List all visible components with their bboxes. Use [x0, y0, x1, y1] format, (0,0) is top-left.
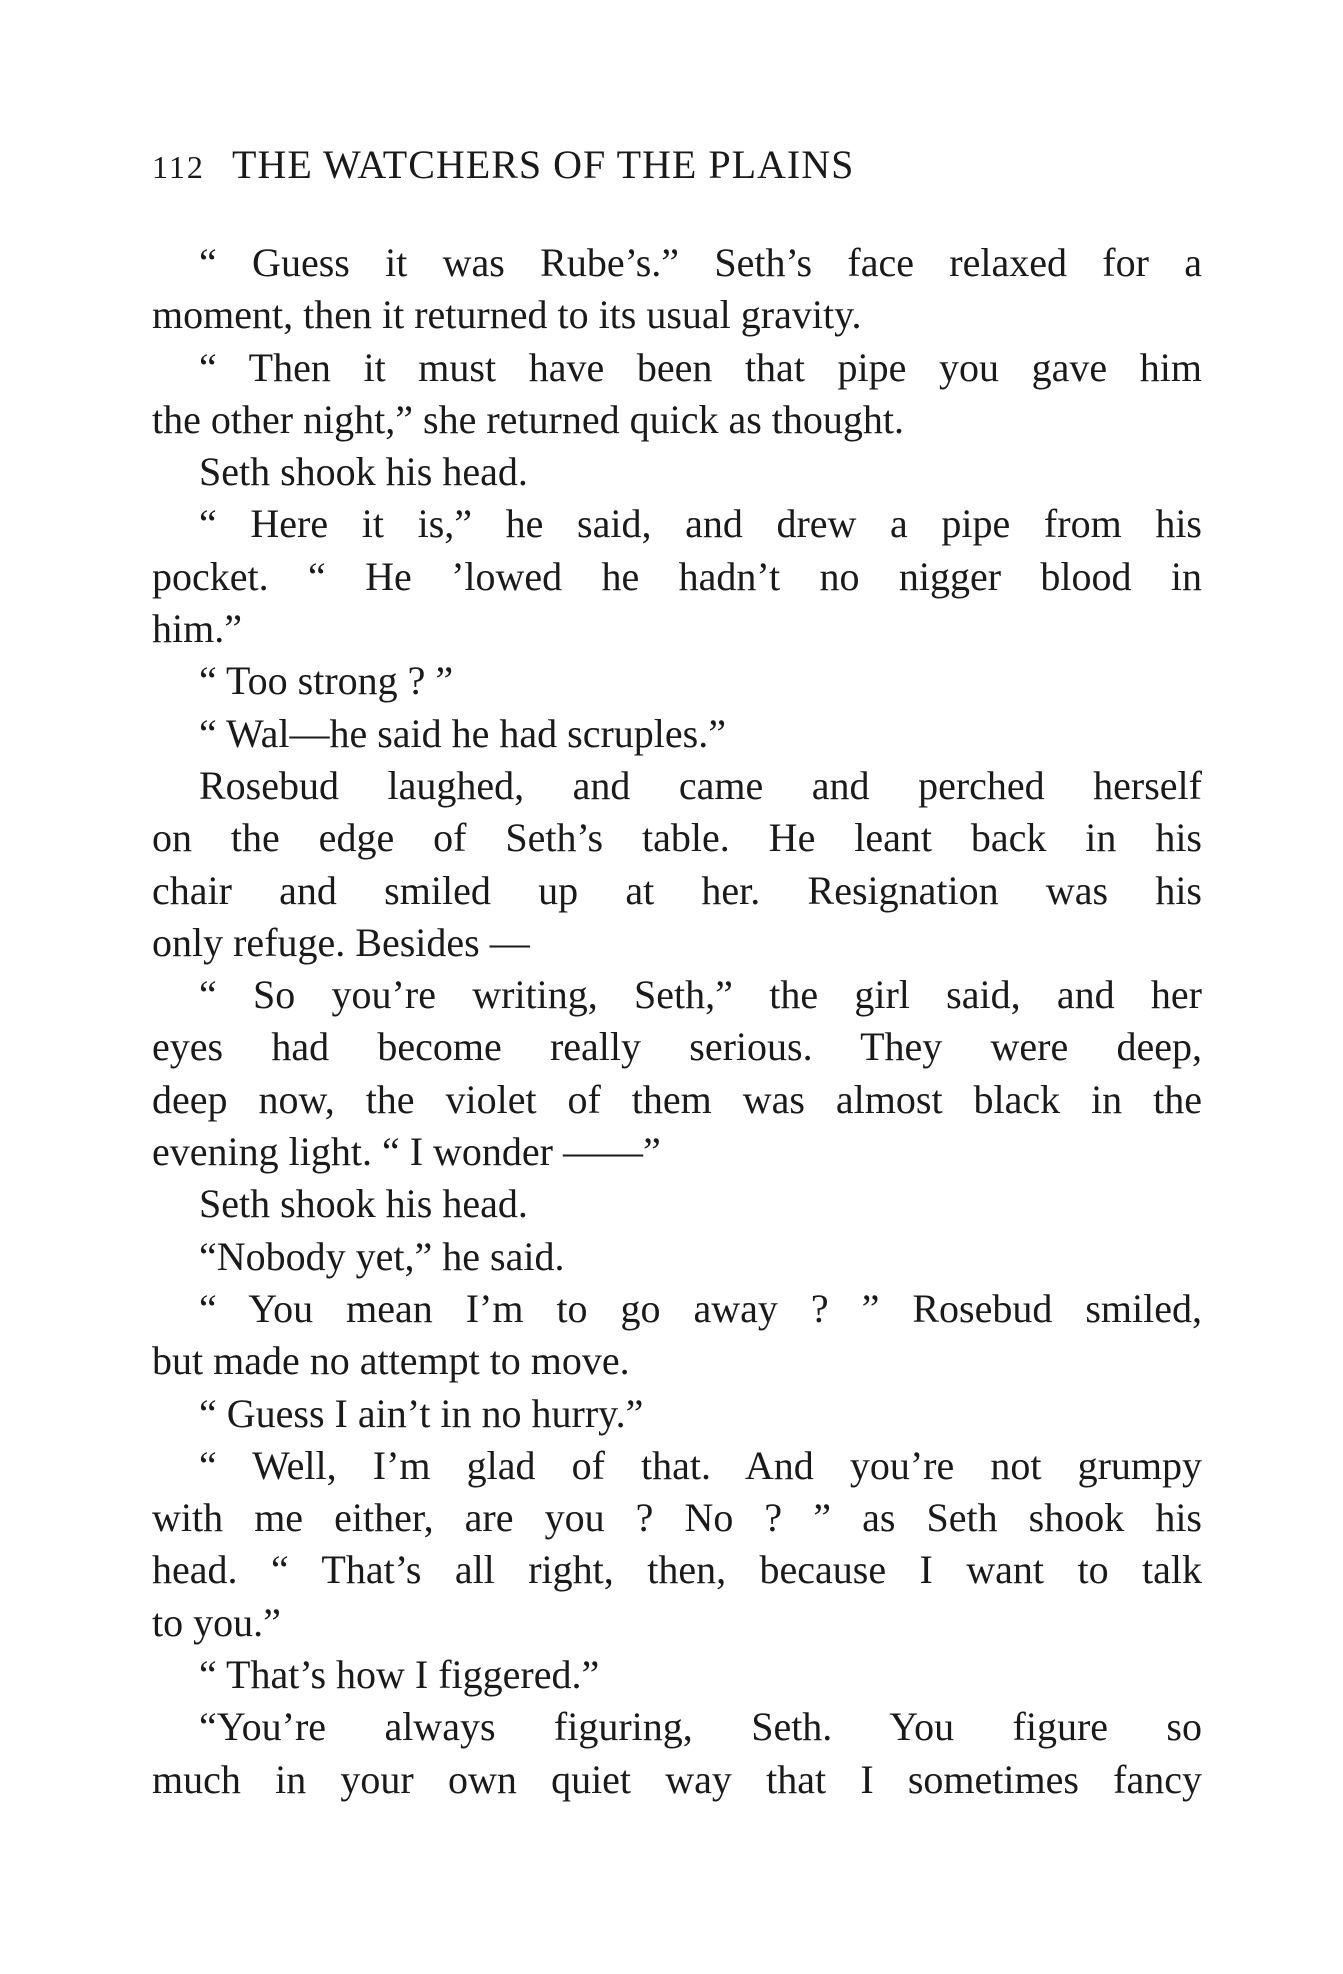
text-line: “Nobody yet,” he said. — [199, 1233, 565, 1279]
text-line: pocket. “ He ’lowed he hadn’t no nigger blood in — [152, 553, 1202, 599]
text-line: Rosebud laughed, and came and perched herself — [199, 762, 1202, 808]
page-header — [152, 140, 1202, 190]
running-title: THE WATCHERS OF THE PLAINS — [232, 142, 855, 187]
text-line: “ So you’re writing, Seth,” the girl said, and her — [199, 972, 1202, 1018]
text-line: him.” — [152, 606, 242, 652]
text-line: on the edge of Seth’s table. He leant back in his — [152, 815, 1202, 861]
text-line: “ Guess it was Rube’s.” Seth’s face relaxed for a — [199, 240, 1202, 285]
text-line: “ Too strong ? ” — [199, 658, 454, 704]
text-line: “ Wal—he said he had scruples.” — [199, 710, 726, 756]
text-line: but made no attempt to move. — [152, 1338, 630, 1384]
text-line: “ You mean I’m to go away ? ” Rosebud smiled, — [199, 1285, 1202, 1331]
text-line: to you.” — [152, 1599, 281, 1645]
text-line: much in your own quiet way that I sometimes fancy — [152, 1756, 1202, 1802]
text-line: “ Guess I ain’t in no hurry.” — [199, 1390, 644, 1436]
text-line: “You’re always figuring, Seth. You figure so — [199, 1704, 1202, 1750]
text-line: “ Then it must have been that pipe you gave him — [199, 344, 1202, 390]
page-number: 112 — [152, 149, 205, 185]
text-line: “ That’s how I figgered.” — [199, 1652, 600, 1698]
text-line: only refuge. Besides — — [152, 919, 530, 965]
text-line: Seth shook his head. — [199, 1181, 528, 1227]
text-line: evening light. “ I wonder ——” — [152, 1129, 661, 1175]
text-line: “ Well, I’m glad of that. And you’re not grumpy — [199, 1442, 1202, 1488]
body-text — [152, 237, 1202, 1806]
text-line: chair and smiled up at her. Resignation was his — [152, 867, 1202, 913]
text-line: “ Here it is,” he said, and drew a pipe from his — [199, 501, 1202, 547]
text-line: with me either, are you ? No ? ” as Seth shook his — [152, 1495, 1202, 1541]
text-line: Seth shook his head. — [199, 449, 528, 495]
text-line: head. “ That’s all right, then, because I want to talk — [152, 1547, 1202, 1593]
text-line: moment, then it returned to its usual gravity. — [152, 292, 862, 338]
text-line: eyes had become really serious. They were deep, — [152, 1024, 1202, 1070]
text-line: deep now, the violet of them was almost black in the — [152, 1076, 1202, 1122]
text-line: the other night,” she returned quick as thought. — [152, 396, 905, 442]
